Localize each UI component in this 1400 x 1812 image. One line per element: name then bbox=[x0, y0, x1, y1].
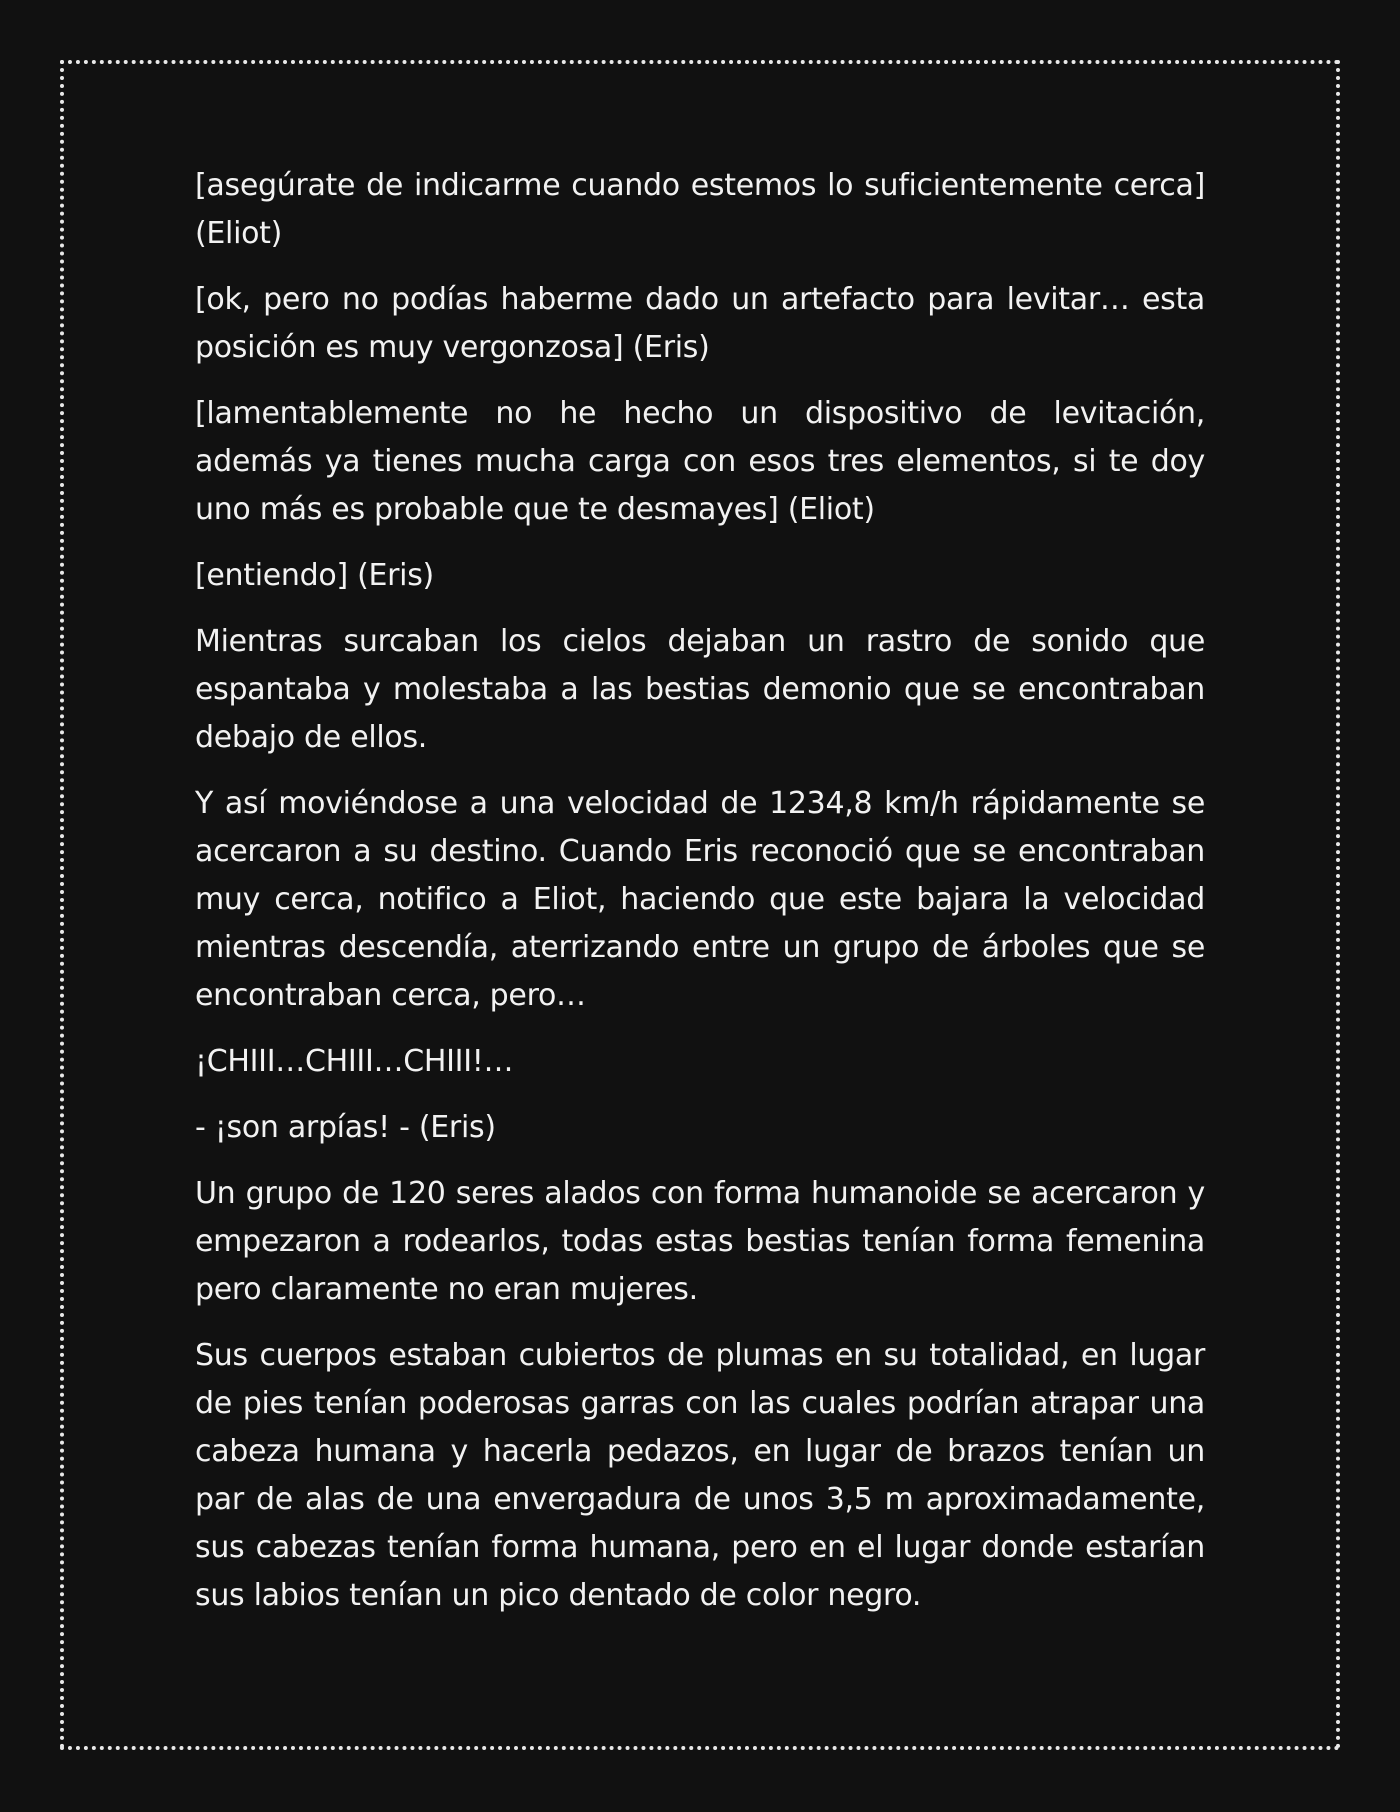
paragraph-1: [asegúrate de indicarme cuando estemos lo suficientemente cerca] (Eliot) bbox=[195, 168, 1205, 251]
paragraph-6: Y así moviéndose a una velocidad de 1234,8 km/h rápidamente se acercaron a su destino. Cuando Eris reconoció que se encontraban muy cerca, notifico a Eliot, haciendo que este bajara la velocidad mientras descendía, aterrizando entre un grupo de árboles que se encontraban cerca, pero… bbox=[195, 786, 1205, 1013]
paragraph-8: - ¡son arpías! - (Eris) bbox=[195, 1110, 496, 1145]
paragraph-2: [ok, pero no podías haberme dado un artefacto para levitar… esta posición es muy vergonzosa] (Eris) bbox=[195, 282, 1205, 365]
document-body bbox=[195, 162, 1205, 1638]
paragraph-5: Mientras surcaban los cielos dejaban un rastro de sonido que espantaba y molestaba a las bestias demonio que se encontraban debajo de ellos. bbox=[195, 624, 1205, 755]
paragraph-10: Sus cuerpos estaban cubiertos de plumas en su totalidad, en lugar de pies tenían poderosas garras con las cuales podrían atrapar una cabeza humana y hacerla pedazos, en lugar de brazos tenían un par de alas de una envergadura de unos 3,5 m aproximadamente, sus cabezas tenían forma humana, pero en el lugar donde estarían sus labios tenían un pico dentado de color negro. bbox=[195, 1338, 1205, 1613]
paragraph-9: Un grupo de 120 seres alados con forma humanoide se acercaron y empezaron a rodearlos, todas estas bestias tenían forma femenina pero claramente no eran mujeres. bbox=[195, 1176, 1205, 1307]
paragraph-3: [lamentablemente no he hecho un dispositivo de levitación, además ya tienes mucha carga con esos tres elementos, si te doy uno más es probable que te desmayes] (Eliot) bbox=[195, 396, 1205, 527]
paragraph-7: ¡CHIII…CHIII…CHIII!… bbox=[195, 1044, 514, 1079]
paragraph-4: [entiendo] (Eris) bbox=[195, 558, 434, 593]
